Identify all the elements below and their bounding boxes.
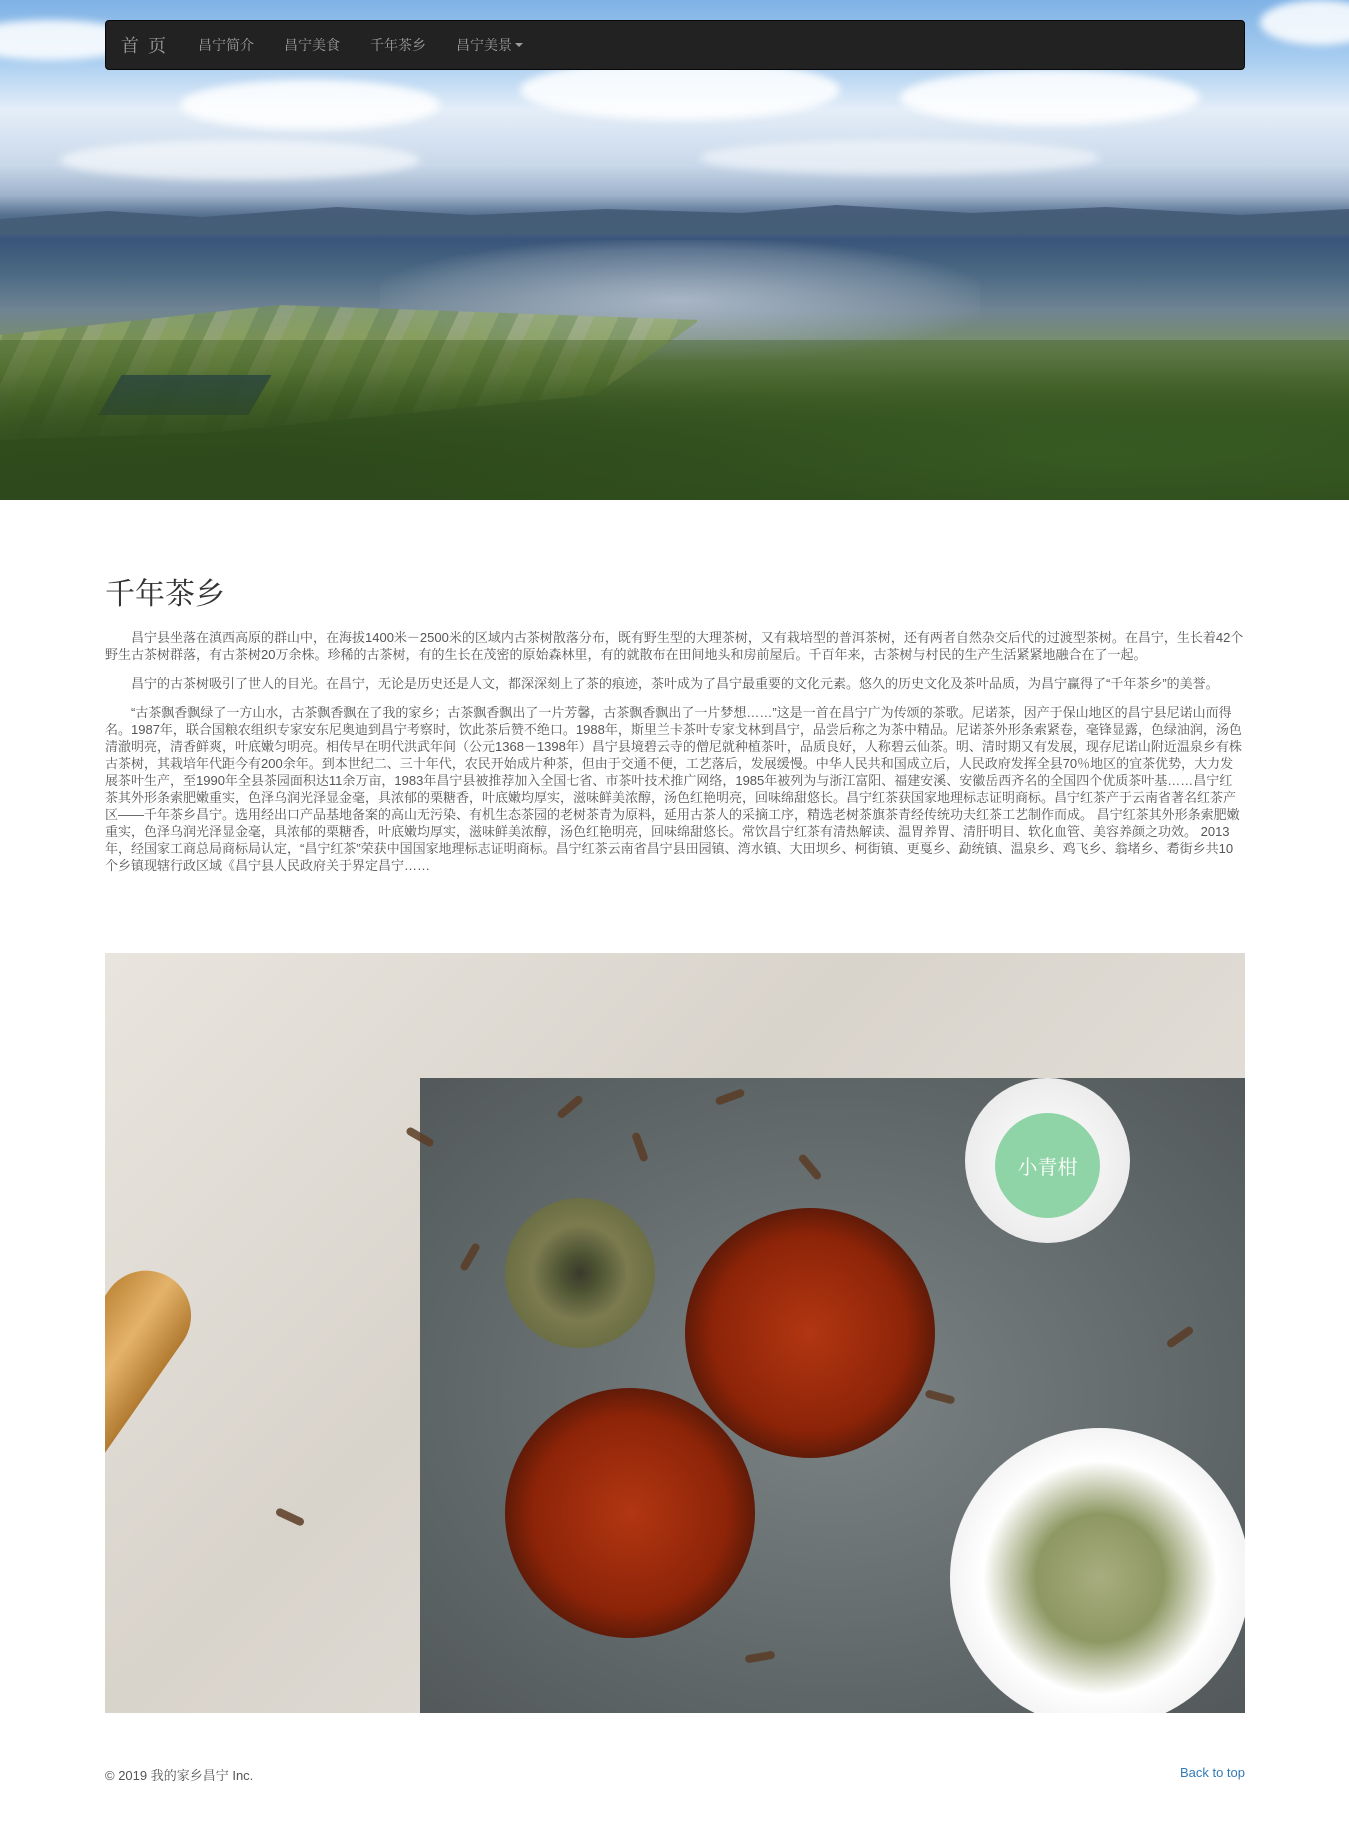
cloud [60,140,420,180]
package-label: 小青柑 [995,1113,1100,1218]
tea-package [965,1078,1130,1243]
paragraph-3: “古茶飘香飘绿了一方山水，古茶飘香飘在了我的家乡；古茶飘香飘出了一片芳馨，古茶飘香飘出了一片梦想……”这是一首在昌宁广为传颂的茶歌。尼诺茶，因产于保山地区的昌宁县尼诺山而得名。1987年，联合国粮农组织专家安东尼奥迪到昌宁考察时，饮此茶后赞不绝口。1988年，斯里兰卡茶叶专家戈林到昌宁，品尝后称之为茶中精品。尼诺茶外形条索紧卷，毫锋显露，色绿油润，汤色清澈明亮，清香鲜爽，叶底嫩匀明亮。相传早在明代洪武年间（公元1368－1398年）昌宁县境碧云寺的僧尼就种植茶叶，品质良好，人称碧云仙茶。明、清时期又有发展，现存尼诺山附近温泉乡有株古茶树，其栽培年代距今有200余年。到本世纪二、三十年代，农民开始成片种茶，但由于交通不便，工艺落后，发展缓慢。中华人民共和国成立后，人民政府发挥全县70％地区的宜茶优势，大力发展茶叶生产，至1990年全县茶园面积达11余万亩，1983年昌宁县被推荐加入全国七省、市茶叶技术推广网络，1985年被列为与浙江富阳、福建安溪、安徽岳西齐名的全国四个优质茶叶基……昌宁红茶其外形条索肥嫩重实，色泽乌润光泽显金毫，具浓郁的栗糖香，叶底嫩均厚实，滋味鲜美浓醇，汤色红艳明亮，回味绵甜悠长。昌宁红茶获国家地理标志证明商标。昌宁红茶产于云南省著名红茶产区——千年茶乡昌宁。选用经出口产品基地备案的高山无污染、有机生态茶园的老树茶青为原料，延用古茶人的采摘工序，精选老树茶旗茶青经传统功夫红茶工艺制作而成。 昌宁红茶其外形条索肥嫩重实，色泽乌润光泽显金毫，具浓郁的栗糖香，叶底嫩均厚实，滋味鲜美浓醇，汤色红艳明亮，回味绵甜悠长。常饮昌宁红茶有清热解读、温胃养胃、清肝明目、软化血管、美容养颜之功效。 2013年，经国家工商总局商标局认定，“昌宁红茶”荣获中国国家地理标志证明商标。昌宁红茶云南省昌宁县田园镇、湾水镇、大田坝乡、柯街镇、更戛乡、勐统镇、温泉乡、鸡飞乡、翁堵乡、耈街乡共10个乡镇现辖行政区域《昌宁县人民政府关于界定昌宁…… [105,705,1242,873]
paragraph-2: 昌宁的古茶树吸引了世人的目光。在昌宁，无论是历史还是人文，都深深刻上了茶的痕迹，茶叶成为了昌宁最重要的文化元素。悠久的历史文化及茶叶品质，为昌宁赢得了“千年茶乡”的美誉。 [131,676,1219,691]
tea-cup [685,1208,935,1458]
caret-down-icon [515,43,523,47]
footer-copyright: © 2019 我的家乡昌宁 Inc. [105,1768,254,1783]
citrus-peel-tea [505,1198,655,1348]
nav-item-intro[interactable]: 昌宁简介 [198,37,255,53]
white-tea-bowl [950,1428,1245,1713]
tea-photo [105,953,1245,1713]
hero-banner [0,0,1349,500]
tea-cup [505,1388,755,1638]
foreground-hills [0,340,1349,500]
cloud [1260,0,1349,45]
nav-item-food[interactable]: 昌宁美食 [284,37,341,53]
nav-brand-home[interactable]: 首 页 [121,36,169,56]
nav-item-scenery-dropdown[interactable] [441,35,538,55]
mountain-ridge [0,195,1349,235]
cloud [900,70,1200,125]
navbar [105,20,1245,70]
back-to-top-link[interactable]: Back to top [1179,1765,1245,1780]
cloud [180,80,440,130]
main-content [105,575,1245,886]
nav-item-tea[interactable]: 千年茶乡 [370,37,427,53]
nav-item-scenery-label: 昌宁美景 [456,37,513,53]
page-title: 千年茶乡 [105,578,225,611]
cloud [700,140,1100,175]
paragraph-1: 昌宁县坐落在滇西高原的群山中，在海拔1400米－2500米的区域内古茶树散落分布，既有野生型的大理茶树，又有栽培型的普洱茶树，还有两者自然杂交后代的过渡型茶树。在昌宁，生长着42个野生古茶树群落，有古茶树20万余株。珍稀的古茶树，有的生长在茂密的原始森林里，有的就散布在田间地头和房前屋后。千百年来，古茶树与村民的生产生活紧紧地融合在了一起。 [105,630,1244,662]
